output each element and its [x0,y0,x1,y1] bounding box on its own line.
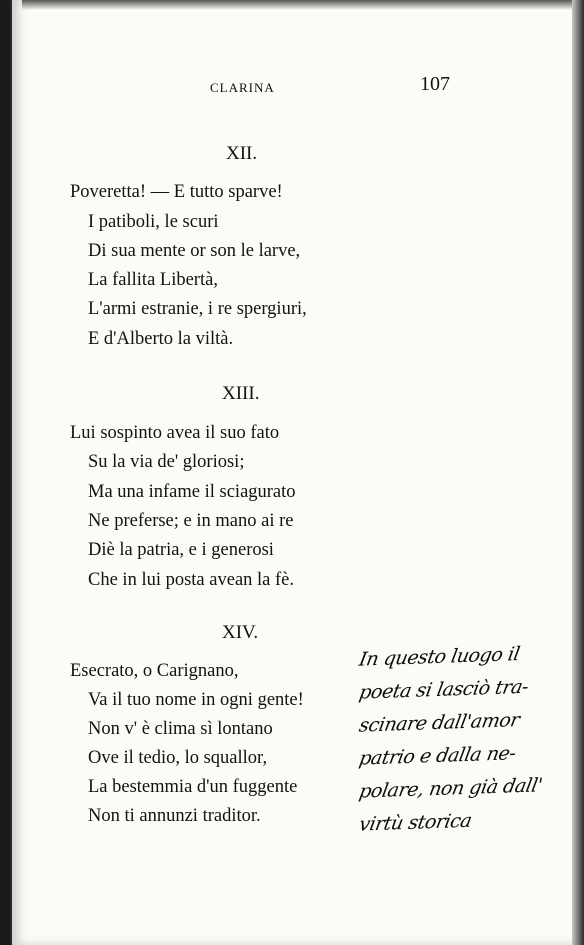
verse-line: L'armi estranie, i re spergiuri, [88,299,307,319]
handwritten-line: patrio e dalla ne- [357,742,518,770]
verse-line: Esecrato, o Carignano, [70,661,239,681]
verse-line: Ne preferse; e in mano ai re [88,511,294,531]
handwritten-line: In questo luogo il [357,643,522,671]
verse-line: Ove il tedio, lo squallor, [88,748,268,768]
stanza-number-xiii: XIII. [222,383,260,404]
handwritten-line: polare, non già dall' [357,774,544,803]
page-right-edge [572,0,584,945]
handwritten-line: virtù storica [357,809,474,836]
verse-line: Lui sospinto avea il suo fato [70,423,280,443]
page-number: 107 [420,73,450,95]
verse-line: Non v' è clima sì lontano [88,719,273,739]
handwritten-margin-note [357,640,570,838]
verse-line: La bestemmia d'un fuggente [88,777,298,797]
page-top-shadow [22,0,584,10]
verse-line: La fallita Libertà, [88,270,218,290]
verse-line: Va il tuo nome in ogni gente! [88,690,304,710]
handwritten-line: poeta si lasciò tra- [357,675,530,704]
verse-line: Poveretta! — E tutto sparve! [70,182,283,202]
handwritten-line: scinare dall'amor [357,709,522,737]
verse-line: Ma una infame il sciagurato [88,482,296,502]
stanza-number-xiv: XIV. [222,622,259,643]
running-header-title: CLARINA [210,80,275,95]
verse-line: I patiboli, le scuri [88,212,219,232]
verse-line: Di sua mente or son le larve, [88,241,301,261]
stanza-number-xii: XII. [226,143,258,164]
verse-line: E d'Alberto la viltà. [88,329,234,349]
verse-line: Non ti annunzi traditor. [88,806,261,826]
verse-line: Diè la patria, e i generosi [88,540,274,560]
verse-line: Che in lui posta avean la fè. [88,570,295,590]
verse-line: Su la via de' gloriosi; [88,452,245,472]
